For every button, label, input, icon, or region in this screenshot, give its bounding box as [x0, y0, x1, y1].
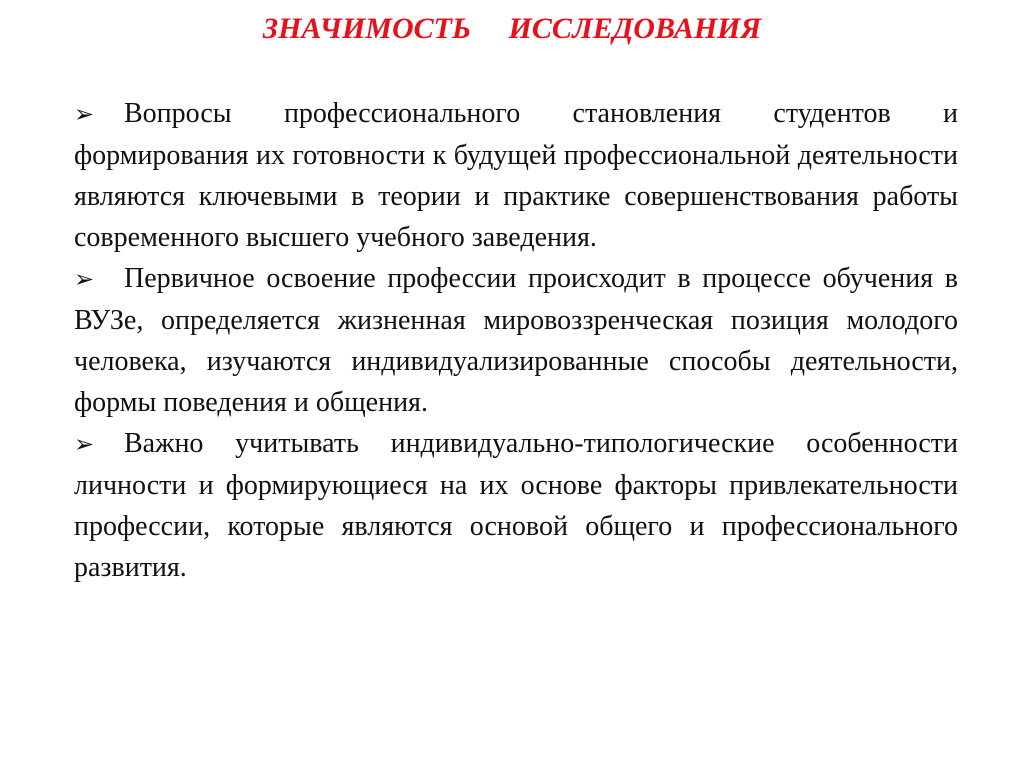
bullet-list: [74, 93, 958, 588]
bullet-item: [74, 258, 958, 423]
arrowhead-bullet-icon: ➢: [74, 430, 95, 458]
bullet-text: Вопросы профессионального становления студентов и формирования их готовности к будущей профессиональной деятельности являются ключевыми в теории и практике совершенствования работы современного высшего учебного заведения.: [74, 98, 958, 253]
bullet-text: Первичное освоение профессии происходит в процессе обучения в ВУЗе, определяется жизненная мировоззренческая позиция молодого человека, изучаются индивидуализированные способы деятельности, формы поведения и общения.: [74, 263, 958, 418]
bullet-item: [74, 423, 958, 588]
bullet-item: [74, 93, 958, 258]
arrowhead-bullet-icon: ➢: [74, 100, 95, 128]
slide-title: ЗНАЧИМОСТЬ ИССЛЕДОВАНИЯ: [262, 12, 762, 45]
arrowhead-bullet-icon: ➢: [74, 265, 95, 293]
bullet-text: Важно учитывать индивидуально-типологические особенности личности и формирующиеся на их основе факторы привлекательности профессии, которые являются основой общего и профессионального развития.: [74, 428, 958, 583]
